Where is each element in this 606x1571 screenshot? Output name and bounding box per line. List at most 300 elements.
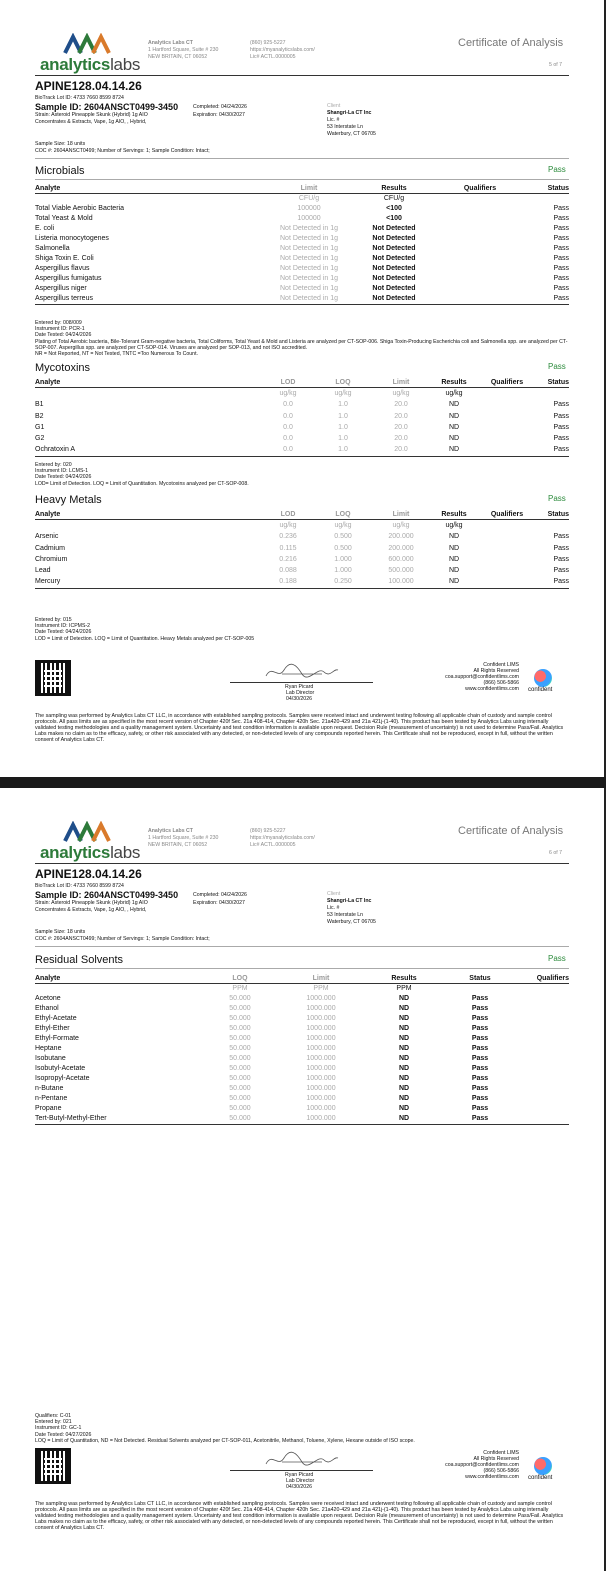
confident-url: www.confidentlims.com: [465, 1474, 519, 1480]
units-row: [35, 388, 569, 400]
table-cell: 1.000: [334, 555, 352, 563]
unit-cell: [479, 520, 535, 532]
table-cell: 50.000: [229, 1085, 251, 1092]
table-cell: Not Detected: [372, 225, 416, 232]
table-cell: 20.0: [373, 444, 429, 456]
lab-name: Analytics Labs CT: [148, 40, 193, 46]
analytics-labs-logo-icon: [63, 821, 119, 843]
biotrack-lot-id: BioTrack Lot ID: 4733 7660 8599 8724: [35, 883, 124, 889]
table-cell: Propane: [35, 1105, 62, 1112]
table-cell: Aspergillus fumigatus: [35, 275, 102, 282]
table-cell: Ethyl-Formate: [35, 1035, 79, 1042]
logo-text-analytics: analytics: [40, 55, 111, 74]
table-cell: Not Detected: [372, 285, 416, 292]
logo-chevron: [93, 825, 109, 841]
table-cell: Pass: [553, 215, 569, 222]
table-cell: Lead: [35, 567, 51, 575]
column-header: LOD: [263, 510, 313, 520]
lab-name: Analytics Labs CT: [148, 828, 193, 834]
table-cell: Pass: [471, 1095, 489, 1102]
unit-cell: [535, 520, 569, 532]
note-line: Entered by: 020: [35, 462, 72, 468]
table-cell: Pass: [471, 1085, 489, 1092]
table-cell: Aspergillus terreus: [35, 294, 269, 305]
table-row: [35, 244, 569, 254]
unit-cell: ug/kg: [445, 522, 463, 529]
signature-line: [230, 1470, 373, 1471]
table-row: [35, 284, 569, 294]
table-cell: Pass: [553, 265, 569, 272]
confident-logo-text: confident: [528, 1475, 553, 1481]
table-row: [35, 1034, 569, 1044]
table-cell: <100: [386, 205, 402, 212]
lab-license: Lic# ACTL.0000005: [250, 54, 296, 60]
unit-cell: [439, 194, 521, 205]
table-cell: Ethanol: [35, 1005, 59, 1012]
table-cell: G2: [35, 435, 45, 443]
table-cell: 50.000: [229, 1015, 251, 1022]
page-number: 5 of 7: [549, 62, 562, 68]
table-cell: Not Detected in 1g: [280, 225, 338, 232]
table-cell: 200.000: [388, 544, 414, 552]
table-cell: Ochratoxin A: [35, 444, 263, 456]
table-cell: 0.500: [334, 544, 352, 552]
column-header: Analyte: [35, 184, 269, 194]
table-cell: G1: [35, 423, 45, 431]
table-row: [35, 1024, 569, 1034]
table-cell: [479, 576, 535, 588]
mycotoxins-status: Pass: [548, 362, 566, 371]
table-cell: Not Detected: [349, 294, 439, 305]
sample-size: Sample Size: 18 units: [35, 929, 86, 935]
lab-phone: (860) 925-5227: [250, 828, 286, 834]
table-cell: [521, 1014, 569, 1024]
expiration-date: Expiration: 04/30/2027: [193, 900, 245, 906]
coc-line: COC #: 2604ANSCT0499; Number of Servings: 1; Sample Condition: Intact;: [35, 936, 210, 942]
sample-name: APINE128.04.14.26: [35, 867, 142, 881]
table-row: [35, 214, 569, 224]
table-cell: 0.188: [263, 576, 313, 588]
table-cell: Salmonella: [35, 245, 70, 252]
table-cell: ND: [429, 576, 479, 588]
logo-wordmark: [40, 55, 140, 75]
table-cell: Not Detected in 1g: [280, 255, 338, 262]
table-row: [35, 294, 569, 305]
table-cell: ND: [398, 1105, 410, 1112]
qr-code-icon[interactable]: [35, 1448, 71, 1484]
table-cell: Pass: [471, 1005, 489, 1012]
residual-solvents-title: Residual Solvents: [35, 954, 124, 966]
unit-cell: ug/kg: [392, 390, 410, 397]
table-cell: [521, 1054, 569, 1064]
table-cell: E. coli: [35, 225, 55, 232]
table-cell: 100000: [297, 215, 321, 222]
table-cell: Total Yeast & Mold: [35, 215, 93, 222]
table-cell: 1.0: [338, 412, 348, 420]
table-cell: 1000.000: [306, 1085, 336, 1092]
table-cell: Heptane: [35, 1045, 62, 1052]
signer-name: Ryan Picard: [285, 1472, 314, 1478]
table-cell: ND: [369, 1114, 439, 1125]
units-row: [35, 194, 569, 205]
column-header: Qualifiers: [479, 510, 535, 520]
microbials-status: Pass: [548, 165, 566, 174]
table-cell: [521, 1044, 569, 1054]
table-cell: 0.0: [263, 444, 313, 456]
table-cell: 1000.000: [306, 995, 336, 1002]
signature-image: [262, 1450, 342, 1470]
table-cell: 500.000: [388, 567, 414, 575]
column-header: Limit: [373, 510, 429, 520]
column-header: Results: [349, 184, 439, 194]
column-header: Qualifiers: [521, 974, 569, 984]
table-cell: Not Detected: [372, 255, 416, 262]
coc-line: COC #: 2604ANSCT0499; Number of Servings: 1; Sample Condition: Intact;: [35, 148, 210, 154]
strain: Strain: Asteroid Pineapple Skunk (Hybrid) 1g AIO: [35, 900, 148, 906]
table-cell: Pass: [439, 1114, 521, 1125]
signature-date: 04/30/2026: [286, 696, 312, 702]
table-cell: 50.000: [229, 1105, 251, 1112]
table-cell: [479, 531, 535, 542]
table-cell: ND: [398, 1075, 410, 1082]
header-rule: [35, 75, 569, 76]
table-cell: ND: [448, 544, 460, 552]
sample-name: APINE128.04.14.26: [35, 79, 142, 93]
column-header: Status: [535, 510, 569, 520]
unit-cell: [35, 194, 269, 205]
signature-date: 04/30/2026: [286, 1484, 312, 1490]
signer-name: Ryan Picard: [285, 684, 314, 690]
qr-code-icon[interactable]: [35, 660, 71, 696]
unit-cell: [535, 388, 569, 400]
table-cell: 0.0: [283, 435, 293, 443]
table-cell: Pass: [471, 995, 489, 1002]
table-cell: Cadmium: [35, 544, 65, 552]
logo-wordmark: [40, 843, 140, 863]
table-cell: Isopropyl-Acetate: [35, 1075, 90, 1082]
table-cell: Pass: [553, 412, 569, 420]
table-cell: [439, 254, 521, 264]
column-header: Status: [535, 378, 569, 388]
confident-lims-name: Confident LIMS: [483, 1450, 519, 1456]
table-cell: [479, 543, 535, 554]
table-cell: 1.0: [338, 423, 348, 431]
table-cell: [521, 1094, 569, 1104]
table-cell: Pass: [553, 423, 569, 431]
mycotoxins-notes: [35, 462, 569, 487]
unit-cell: ug/kg: [392, 522, 410, 529]
table-cell: 200.000: [388, 533, 414, 541]
table-cell: 0.250: [313, 576, 373, 588]
note-line: LOD = Limit of Detection. LOQ = Limit of Quantitation. Heavy Metals analyzed per CT-SOP-005: [35, 635, 255, 642]
table-row: [35, 399, 569, 410]
table-row: [35, 1044, 569, 1054]
table-cell: ND: [398, 1045, 410, 1052]
table-cell: [521, 1024, 569, 1034]
table-cell: ND: [448, 412, 460, 420]
lab-url: https://myanalyticslabs.com/: [250, 47, 315, 53]
table-cell: Pass: [553, 544, 569, 552]
client-license: Lic. #: [327, 905, 340, 911]
table-cell: Not Detected in 1g: [280, 275, 338, 282]
column-header: Limit: [269, 184, 349, 194]
table-cell: [439, 284, 521, 294]
table-row: [35, 254, 569, 264]
note-line: Entered by: 021: [35, 1419, 72, 1426]
table-cell: Mercury: [35, 576, 263, 588]
note-line: Date Tested: 04/24/2026: [35, 332, 92, 339]
table-cell: <100: [386, 215, 402, 222]
column-header: Analyte: [35, 510, 263, 520]
table-row: [35, 224, 569, 234]
mycotoxins-table: [35, 378, 569, 457]
table-cell: Not Detected in 1g: [280, 265, 338, 272]
expiration-date: Expiration: 04/30/2027: [193, 112, 245, 118]
table-row: [35, 1054, 569, 1064]
table-cell: Ethyl-Acetate: [35, 1015, 77, 1022]
table-row: [35, 444, 569, 456]
table-row: [35, 204, 569, 214]
table-cell: 0.0: [283, 412, 293, 420]
residual-solvents-table: [35, 974, 569, 1125]
column-header: Limit: [273, 974, 369, 984]
table-cell: ND: [448, 533, 460, 541]
table-cell: Not Detected: [372, 235, 416, 242]
table-cell: 0.0: [283, 401, 293, 409]
table-header-row: [35, 184, 569, 194]
logo-text-labs: labs: [110, 843, 141, 862]
table-cell: Pass: [553, 225, 569, 232]
table-cell: Pass: [471, 1065, 489, 1072]
table-cell: 0.088: [279, 567, 297, 575]
table-cell: 50.000: [229, 1055, 251, 1062]
heavy-metals-title: Heavy Metals: [35, 494, 102, 506]
note-line: Date Tested: 04/27/2026: [35, 1431, 92, 1438]
client-address-2: Waterbury, CT 06705: [327, 919, 376, 925]
microbials-notes: [35, 320, 569, 357]
sample-id: Sample ID: 2604ANSCT0499-3450: [35, 890, 179, 900]
analytics-labs-logo-icon: [63, 33, 119, 55]
table-header-row: [35, 974, 569, 984]
logo-text-labs: labs: [110, 55, 141, 74]
table-cell: [521, 1004, 569, 1014]
table-cell: [479, 411, 535, 422]
microbials-title: Microbials: [35, 165, 85, 177]
table-cell: [479, 422, 535, 433]
table-row: [35, 1004, 569, 1014]
units-row: [35, 984, 569, 995]
table-cell: 100000: [297, 205, 321, 212]
note-line: Plating of Total Aerobic bacteria, Bile-Tolerant Gram-negative bacteria, Total Coliforms, Total Yeast & Mold and Listeria are analyzed per CT-SOP-006. Shiga Toxin-Producing Escherichia coli and Salmonella spp. are analyzed per CT-SOP-007. Aspergillus spp. are analyzed per CT-SOP-014. Viruses are analyzed per SOP-013, and not ISO accredited.: [35, 338, 568, 351]
table-cell: ND: [398, 1015, 410, 1022]
note-line: LOD= Limit of Detection. LOQ = Limit of Quantitation. Mycotoxins analyzed per CT-SOP-008.: [35, 480, 249, 487]
table-cell: 20.0: [394, 435, 408, 443]
table-cell: Arsenic: [35, 533, 59, 541]
table-cell: 1.0: [338, 401, 348, 409]
table-cell: Pass: [553, 275, 569, 282]
table-row: [35, 565, 569, 576]
client-name: Shangri-La CT Inc: [327, 898, 372, 904]
table-cell: [479, 399, 535, 410]
table-cell: [439, 234, 521, 244]
table-cell: 1000.000: [306, 1075, 336, 1082]
heavy-metals-status: Pass: [548, 494, 566, 503]
client-address-1: 53 Interstate Ln: [327, 912, 364, 918]
logo-text-analytics: analytics: [40, 843, 111, 862]
sample-id: Sample ID: 2604ANSCT0499-3450: [35, 102, 179, 112]
table-cell: Not Detected: [372, 275, 416, 282]
signer-title: Lab Director: [286, 1478, 315, 1484]
note-line: Date Tested: 04/24/2026: [35, 629, 92, 636]
table-cell: Acetone: [35, 995, 61, 1002]
table-cell: 1000.000: [306, 1045, 336, 1052]
table-cell: Isobutane: [35, 1055, 66, 1062]
lab-license: Lic# ACTL.0000005: [250, 842, 296, 848]
column-header: Limit: [373, 378, 429, 388]
table-cell: Pass: [553, 205, 569, 212]
table-cell: [439, 214, 521, 224]
table-cell: 20.0: [394, 423, 408, 431]
table-cell: [479, 444, 535, 456]
confident-phone: (866) 506-5866: [483, 680, 519, 686]
column-header: LOD: [263, 378, 313, 388]
table-cell: 50.000: [207, 1114, 273, 1125]
confident-lims-name: Confident LIMS: [483, 662, 519, 668]
table-cell: 1.0: [338, 435, 348, 443]
unit-cell: CFU/g: [298, 195, 320, 202]
table-cell: Pass: [471, 1025, 489, 1032]
table-cell: ND: [398, 1065, 410, 1072]
certificate-title: Certificate of Analysis: [458, 825, 564, 837]
table-cell: 0.115: [279, 544, 297, 552]
table-cell: 50.000: [229, 1075, 251, 1082]
sample-size: Sample Size: 18 units: [35, 141, 86, 147]
table-cell: 100.000: [373, 576, 429, 588]
table-cell: Not Detected: [372, 265, 416, 272]
confident-logo-icon: [534, 669, 552, 687]
page-number: 6 of 7: [549, 850, 562, 856]
table-cell: ND: [398, 1025, 410, 1032]
table-cell: ND: [398, 1005, 410, 1012]
table-cell: [439, 264, 521, 274]
table-cell: Not Detected: [372, 245, 416, 252]
client-address-1: 53 Interstate Ln: [327, 124, 364, 130]
table-cell: ND: [448, 435, 460, 443]
unit-cell: CFU/g: [383, 195, 405, 202]
table-cell: Pass: [535, 444, 569, 456]
table-cell: Pass: [471, 1015, 489, 1022]
lab-phone: (860) 925-5227: [250, 40, 286, 46]
table-cell: 1000.000: [306, 1055, 336, 1062]
table-cell: 1.000: [334, 567, 352, 575]
table-cell: [521, 1074, 569, 1084]
table-cell: Listeria monocytogenes: [35, 235, 109, 242]
table-cell: 50.000: [229, 1095, 251, 1102]
table-cell: n-Butane: [35, 1085, 64, 1092]
confident-email: coa.support@confidentlims.com: [445, 674, 519, 680]
table-cell: ND: [448, 555, 460, 563]
note-line: NR = Not Reported, NT = Not Tested, TNTC =Too Numerous To Count.: [35, 351, 198, 358]
table-header-row: [35, 378, 569, 388]
note-line: Instrument ID: PCR-1: [35, 326, 85, 333]
table-cell: Pass: [521, 294, 569, 305]
table-cell: Not Detected in 1g: [280, 285, 338, 292]
table-cell: [521, 1114, 569, 1125]
table-cell: Pass: [553, 533, 569, 541]
table-cell: ND: [429, 444, 479, 456]
disclaimer-text: The sampling was performed by Analytics Labs CT LLC, in accordance with established sampling protocols. Samples were received intact and underwent testing following all applicable chain of custody and sample control protocols. All pass limits are as specified in the most recent version of Chapter 420f Sec. 21a 408-414, Chapter 420h Sec. 21a420-429 and 21a 421j-(1-40). This product has been tested by Analytics Labs using internally validated testing methodologies and a quality management system. Uncertainty and test condition information is available upon request. Decision Rule (measurement of uncertainty) is not used to determine Pass/Fail. Analytics Labs makes no claim as to the efficacy, safety, or other risk associated with any detected, or non-detected levels of any compounds reported herein. This Certificate shall not be reproduced, except in full, without the written consent of Analytics Labs CT.: [35, 1501, 564, 1532]
microbials-table: [35, 184, 569, 305]
unit-cell: [521, 984, 569, 995]
column-header: LOQ: [207, 974, 273, 984]
table-cell: 20.0: [394, 401, 408, 409]
unit-cell: PPM: [396, 985, 412, 992]
table-cell: Pass: [553, 245, 569, 252]
unit-cell: [439, 984, 521, 995]
table-cell: Isobutyl-Acetate: [35, 1065, 86, 1072]
lab-address-2: NEW BRITAIN, CT 06052: [148, 54, 208, 60]
table-cell: [521, 1104, 569, 1114]
strain: Strain: Asteroid Pineapple Skunk (Hybrid) 1g AIO: [35, 112, 148, 118]
client-address-2: Waterbury, CT 06705: [327, 131, 376, 137]
column-header: LOQ: [313, 378, 373, 388]
unit-cell: PPM: [232, 985, 248, 992]
heavy-metals-notes: [35, 617, 569, 642]
table-cell: ND: [448, 401, 460, 409]
table-cell: 1000.000: [306, 1095, 336, 1102]
note-line: Instrument ID: LCMS-1: [35, 468, 89, 475]
table-row: [35, 433, 569, 444]
table-cell: ND: [398, 1095, 410, 1102]
table-cell: Chromium: [35, 555, 68, 563]
table-row: [35, 994, 569, 1004]
disclaimer-text: The sampling was performed by Analytics Labs CT LLC, in accordance with established sampling protocols. Samples were received intact and underwent testing following all applicable chain of custody and sample control protocols. All pass limits are as specified in the most recent version of Chapter 420f Sec. 21a 408-414, Chapter 420h Sec. 21a420-429 and 21a 421j-(1-40). This product has been tested by Analytics Labs using internally validated testing methodologies and a quality management system. Uncertainty and test condition information is available upon request. Decision Rule (measurement of uncertainty) is not used to determine Pass/Fail. Analytics Labs makes no claim as to the efficacy, safety, or other risk associated with any detected, or non-detected levels of any compounds reported herein. This Certificate shall not be reproduced, except in full, without the written consent of Analytics Labs CT.: [35, 713, 564, 744]
table-cell: 0.500: [334, 533, 352, 541]
table-cell: 50.000: [229, 1045, 251, 1052]
coa-page-5: [0, 0, 606, 777]
column-header: Qualifiers: [439, 184, 521, 194]
confident-url: www.confidentlims.com: [465, 686, 519, 692]
table-row: [35, 554, 569, 565]
unit-cell: [35, 388, 263, 400]
table-cell: Not Detected in 1g: [280, 235, 338, 242]
table-cell: Pass: [471, 1045, 489, 1052]
column-header: Results: [429, 510, 479, 520]
logo-chevron: [93, 37, 109, 53]
table-row: [35, 576, 569, 588]
table-row: [35, 264, 569, 274]
table-row: [35, 234, 569, 244]
client-label: Client: [327, 891, 341, 897]
table-cell: 50.000: [229, 995, 251, 1002]
signature-image: [262, 662, 342, 682]
column-header: Results: [369, 974, 439, 984]
table-cell: Pass: [553, 555, 569, 563]
info-rule: [35, 946, 569, 947]
biotrack-lot-id: BioTrack Lot ID: 4733 7660 8599 8724: [35, 95, 124, 101]
client-license: Lic. #: [327, 117, 340, 123]
table-cell: 1000.000: [306, 1015, 336, 1022]
table-row: [35, 1014, 569, 1024]
table-cell: 1000.000: [273, 1114, 369, 1125]
info-rule: [35, 158, 569, 159]
unit-cell: ug/kg: [279, 522, 297, 529]
table-cell: Pass: [471, 1075, 489, 1082]
table-cell: 50.000: [229, 1035, 251, 1042]
note-line: Entered by: 008/009: [35, 320, 82, 326]
product-category: Concentrates & Extracts, Vape, 1g AIO, , Hybrid,: [35, 119, 147, 125]
confident-rights: All Rights Reserved: [473, 668, 519, 674]
